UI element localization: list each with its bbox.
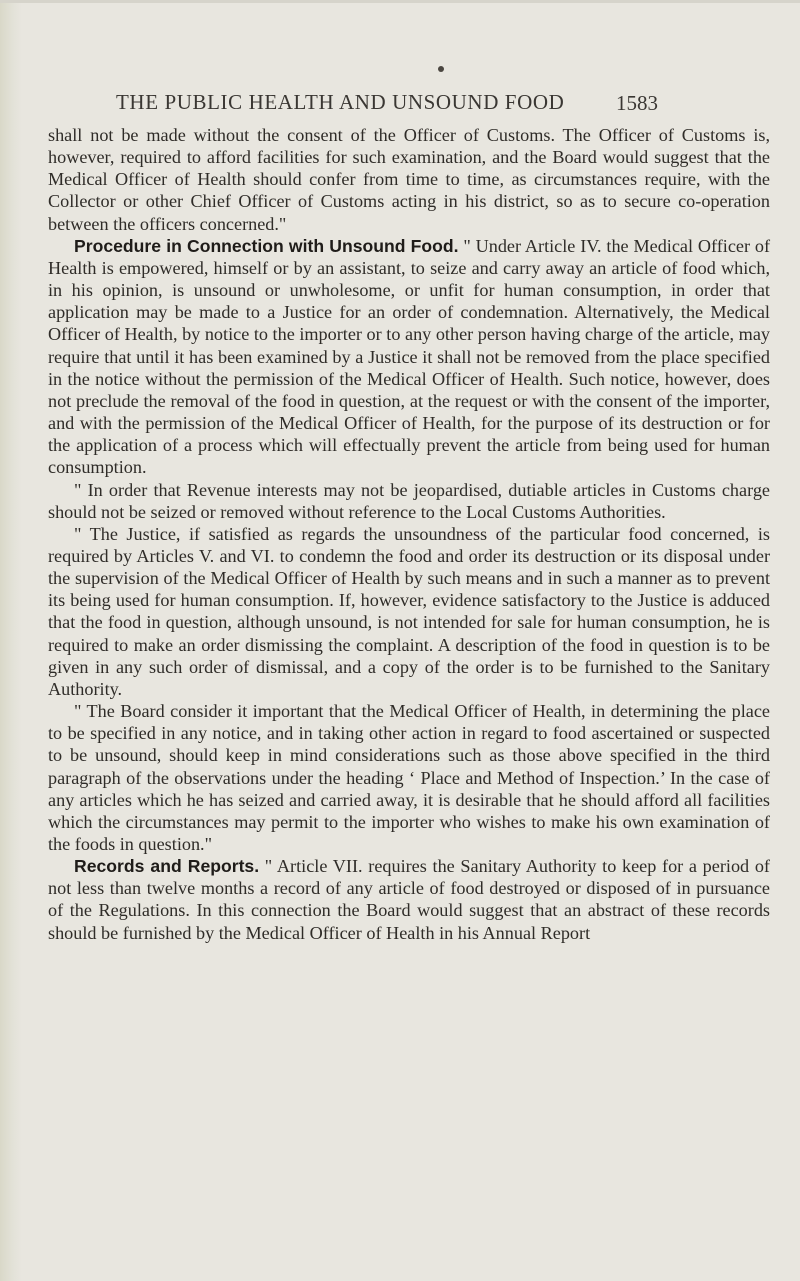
running-title: THE PUBLIC HEALTH AND UNSOUND FOOD <box>116 90 565 114</box>
paragraph-text: " The Justice, if satisfied as regards the unsoundness of the particular food concerned, is required by Articles V. and VI. to condemn the food and order its destruction or its disposal under the supervision of the Medical Officer of Health by such means and in such a manner as to prevent its being used for human consumption. If, however, evidence satisfactory to the Justice is adduced that the food in question, although unsound, is not intended for sale for human consumption, he is required to make an order dismissing the complaint. A description of the food in question is to be given in any such order of dismissal, and a copy of the order is to be furnished to the Sanitary Authority. <box>48 523 770 699</box>
page-number: 1583 <box>616 91 658 115</box>
paragraph-text: " Article VII. requires the Sanitary Authority to keep for a period of not less than twelve months a record of any article of food destroyed or disposed of in pursuance of the Regulations. In this connection the Board would suggest that an abstract of these records should be furnished by the Medical Officer of Health in his Annual Report <box>48 856 770 943</box>
paragraph <box>48 855 770 944</box>
section-heading-records: Records and Reports. <box>74 856 260 877</box>
page-spine-shadow <box>0 0 22 1281</box>
paragraph-text: " In order that Revenue interests may not be jeopardised, dutiable articles in Customs charge should not be seized or removed without reference to the Local Customs Authorities. <box>48 479 770 522</box>
paragraph <box>48 700 770 855</box>
paragraph-text: " The Board consider it important that the Medical Officer of Health, in determining the place to be specified in any notice, and in taking other action in regard to food ascertained or suspected to be unsound, should keep in mind considerations such as those above specified in the third paragraph of the observations under the heading ‘ Place and Method of Inspection.’ In the case of any articles which he has seized and carried away, it is desirable that he should afford all facilities which the circumstances may permit to the importer who wishes to make his own examination of the foods in question." <box>48 701 770 854</box>
section-heading-procedure: Procedure in Connection with Unsound Food. <box>74 235 459 256</box>
paragraph <box>48 479 770 523</box>
page-top-edge <box>0 0 800 3</box>
paragraph <box>48 523 770 700</box>
paragraph-text: " Under Article IV. the Medical Officer of Health is empowered, himself or by an assistant, to seize and carry away an article of food which, in his opinion, is unsound or unwholesome, or unfit for human consumption, in order that application may be made to a Justice for an order of condemnation. Alternatively, the Medical Officer of Health, by notice to the importer or to any other person having charge of the article, may require that until it has been examined by a Justice it shall not be removed from the place specified in the notice without the permission of the Medical Officer of Health. Such notice, however, does not preclude the removal of the food in question, at the request or with the consent of the importer, and with the permission of the Medical Officer of Health, for the purpose of its destruction or for the application of a process which will effectually prevent the article from being used for human consumption. <box>48 235 771 478</box>
page-header <box>116 90 696 118</box>
paragraph <box>48 124 770 235</box>
paragraph <box>48 235 770 479</box>
ornament-dot <box>438 66 444 72</box>
paragraph-text: shall not be made without the consent of the Officer of Customs. The Officer of Customs is, however, required to afford facilities for such examination, and the Board would suggest that the Medical Officer of Health should confer from time to time, as circumstances require, with the Collector or other Chief Officer of Customs acting in his district, so as to secure co-operation between the officers concerned." <box>48 125 770 234</box>
body-text <box>48 124 770 944</box>
